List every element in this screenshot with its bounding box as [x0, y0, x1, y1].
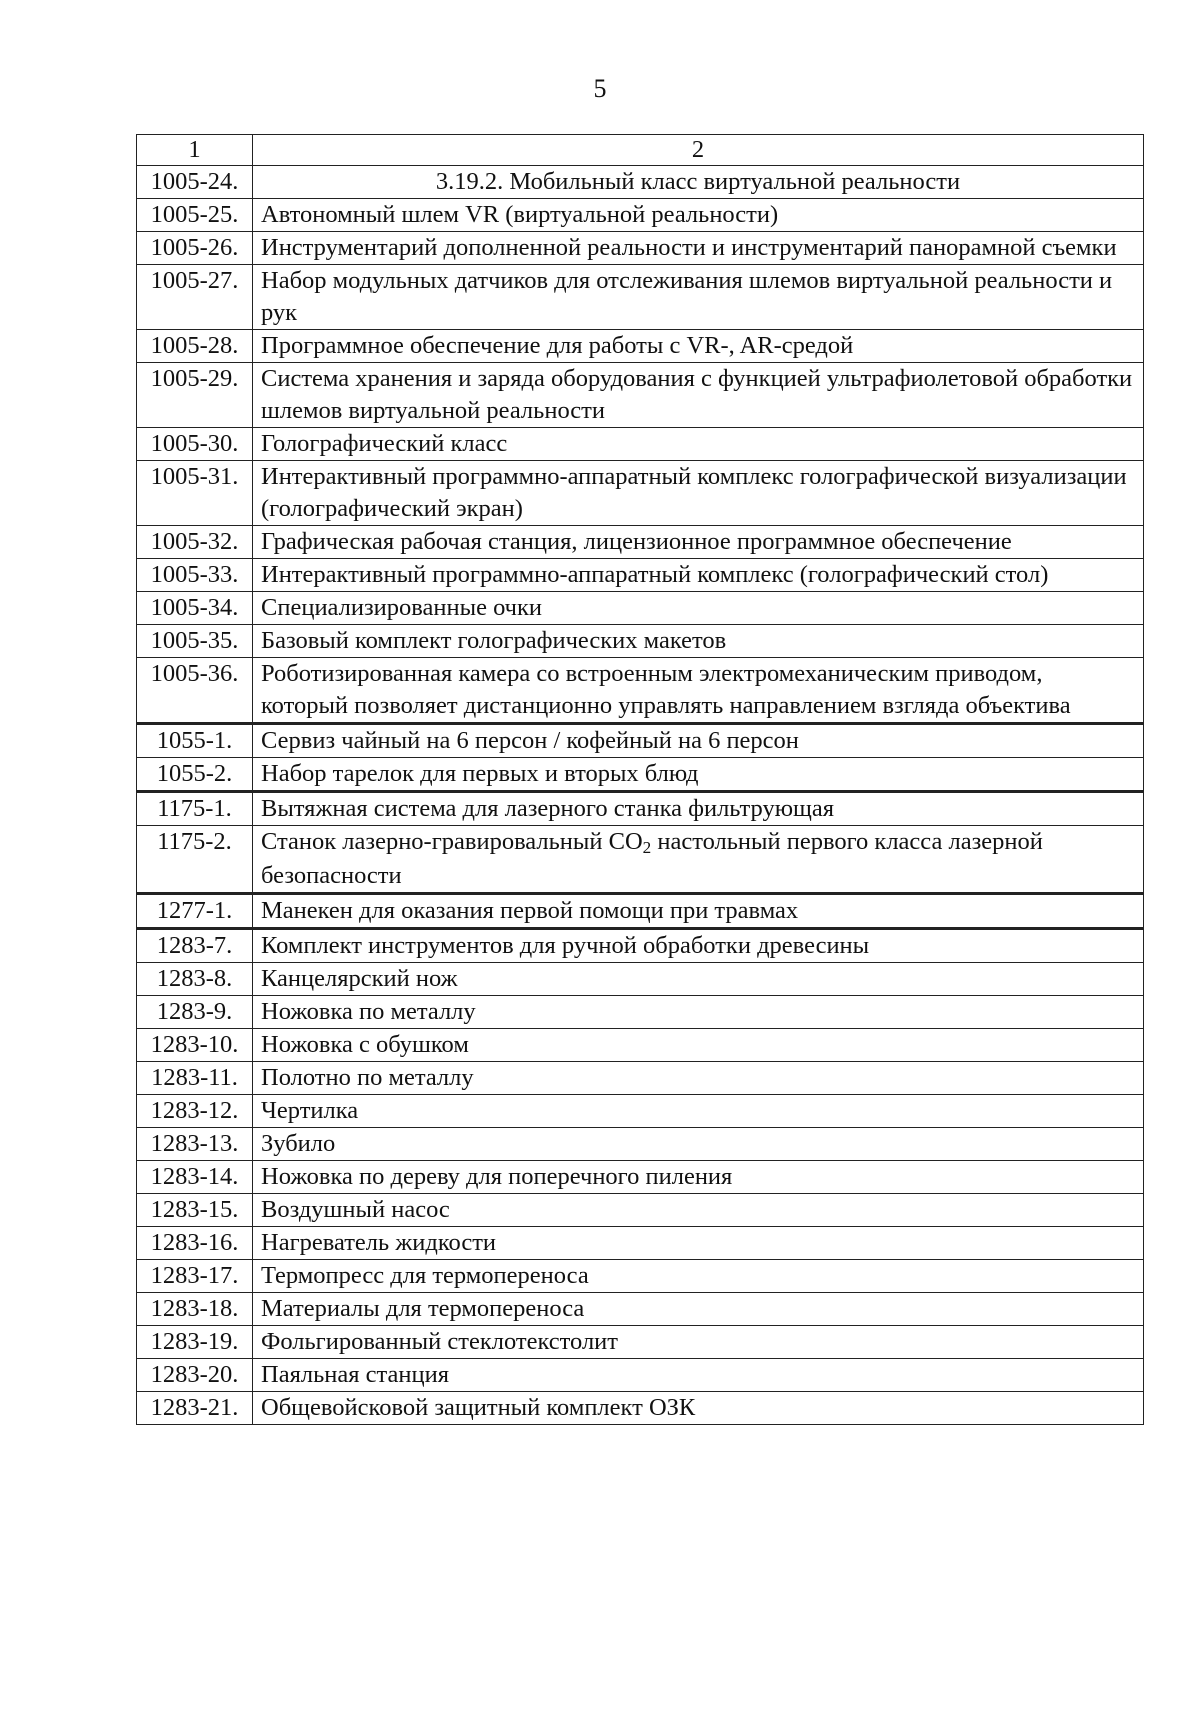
row-number: 1283-16. — [137, 1227, 253, 1260]
item-name: Инструментарий дополненной реальности и инструментарий панорамной съемки — [253, 232, 1144, 265]
item-name: Сервиз чайный на 6 персон / кофейный на 6 персон — [253, 724, 1144, 758]
table-row — [137, 929, 1144, 963]
row-number: 1005-32. — [137, 526, 253, 559]
table-row — [137, 724, 1144, 758]
table-row — [137, 1095, 1144, 1128]
section-title: 3.19.2. Мобильный класс виртуальной реальности — [253, 166, 1144, 199]
table-row — [137, 658, 1144, 724]
row-number: 1005-30. — [137, 428, 253, 461]
row-number: 1005-34. — [137, 592, 253, 625]
item-name: Интерактивный программно-аппаратный комплекс голографической визуализации (голографический экран) — [253, 461, 1144, 526]
item-name: Голографический класс — [253, 428, 1144, 461]
row-number: 1283-12. — [137, 1095, 253, 1128]
item-name: Комплект инструментов для ручной обработки древесины — [253, 929, 1144, 963]
row-number: 1175-2. — [137, 826, 253, 894]
item-name: Канцелярский нож — [253, 963, 1144, 996]
item-name: Полотно по металлу — [253, 1062, 1144, 1095]
row-number: 1283-13. — [137, 1128, 253, 1161]
row-number: 1283-8. — [137, 963, 253, 996]
item-name: Роботизированная камера со встроенным электромеханическим приводом, который позволяет дистанционно управлять направлением взгляда объектива — [253, 658, 1144, 724]
table-row — [137, 826, 1144, 894]
table-row — [137, 461, 1144, 526]
row-number: 1005-24. — [137, 166, 253, 199]
row-number: 1283-17. — [137, 1260, 253, 1293]
header-col-2: 2 — [253, 135, 1144, 166]
row-number: 1175-1. — [137, 792, 253, 826]
table-row — [137, 232, 1144, 265]
item-name: Чертилка — [253, 1095, 1144, 1128]
row-number: 1005-25. — [137, 199, 253, 232]
table-row — [137, 1194, 1144, 1227]
row-number: 1283-10. — [137, 1029, 253, 1062]
item-name — [253, 826, 1144, 894]
item-name: Ножовка по металлу — [253, 996, 1144, 1029]
row-number: 1005-35. — [137, 625, 253, 658]
row-number: 1277-1. — [137, 894, 253, 929]
item-name: Фольгированный стеклотекстолит — [253, 1326, 1144, 1359]
table-row — [137, 894, 1144, 929]
row-number: 1283-18. — [137, 1293, 253, 1326]
header-col-1: 1 — [137, 135, 253, 166]
item-name: Программное обеспечение для работы с VR-, AR-средой — [253, 330, 1144, 363]
table-row — [137, 1293, 1144, 1326]
row-number: 1055-1. — [137, 724, 253, 758]
row-number: 1283-11. — [137, 1062, 253, 1095]
item-name: Автономный шлем VR (виртуальной реальности) — [253, 199, 1144, 232]
item-name: Материалы для термопереноса — [253, 1293, 1144, 1326]
row-number: 1283-15. — [137, 1194, 253, 1227]
item-name: Ножовка по дереву для поперечного пиления — [253, 1161, 1144, 1194]
page-number: 5 — [593, 74, 607, 103]
table-row — [137, 963, 1144, 996]
table-row — [137, 330, 1144, 363]
table-row — [137, 1062, 1144, 1095]
row-number: 1005-36. — [137, 658, 253, 724]
row-number: 1005-29. — [137, 363, 253, 428]
table-row — [137, 625, 1144, 658]
row-number: 1005-27. — [137, 265, 253, 330]
item-name: Зубило — [253, 1128, 1144, 1161]
item-name: Термопресс для термопереноса — [253, 1260, 1144, 1293]
table-row — [137, 526, 1144, 559]
table-row — [137, 996, 1144, 1029]
table-row — [137, 363, 1144, 428]
table-body — [137, 135, 1144, 1425]
table-row — [137, 1359, 1144, 1392]
item-name-part: Станок лазерно-гравировальный CO — [261, 828, 643, 855]
item-name: Специализированные очки — [253, 592, 1144, 625]
table-row — [137, 1128, 1144, 1161]
table-row — [137, 166, 1144, 199]
item-name: Общевойсковой защитный комплект ОЗК — [253, 1392, 1144, 1425]
row-number: 1283-20. — [137, 1359, 253, 1392]
table-row — [137, 792, 1144, 826]
table-row — [137, 559, 1144, 592]
item-name-subscript: 2 — [642, 838, 652, 858]
row-number: 1055-2. — [137, 758, 253, 792]
row-number: 1283-19. — [137, 1326, 253, 1359]
row-number: 1005-31. — [137, 461, 253, 526]
row-number: 1283-7. — [137, 929, 253, 963]
item-name: Базовый комплект голографических макетов — [253, 625, 1144, 658]
table-row — [137, 1161, 1144, 1194]
row-number: 1283-9. — [137, 996, 253, 1029]
row-number: 1283-21. — [137, 1392, 253, 1425]
item-name-part: настольный первого класса лазерной безопасности — [261, 828, 1043, 889]
table-row — [137, 1260, 1144, 1293]
table-row — [137, 199, 1144, 232]
table-row — [137, 592, 1144, 625]
item-name: Набор модульных датчиков для отслеживания шлемов виртуальной реальности и рук — [253, 265, 1144, 330]
item-name: Воздушный насос — [253, 1194, 1144, 1227]
table-row — [137, 1227, 1144, 1260]
equipment-table — [136, 134, 1144, 1425]
item-name: Манекен для оказания первой помощи при травмах — [253, 894, 1144, 929]
item-name: Нагреватель жидкости — [253, 1227, 1144, 1260]
item-name: Интерактивный программно-аппаратный комплекс (голографический стол) — [253, 559, 1144, 592]
row-number: 1005-26. — [137, 232, 253, 265]
table-header-row — [137, 135, 1144, 166]
row-number: 1283-14. — [137, 1161, 253, 1194]
table-row — [137, 1326, 1144, 1359]
item-name: Вытяжная система для лазерного станка фильтрующая — [253, 792, 1144, 826]
row-number: 1005-28. — [137, 330, 253, 363]
item-name: Набор тарелок для первых и вторых блюд — [253, 758, 1144, 792]
item-name: Паяльная станция — [253, 1359, 1144, 1392]
table-row — [137, 1392, 1144, 1425]
table-row — [137, 1029, 1144, 1062]
row-number: 1005-33. — [137, 559, 253, 592]
table-row — [137, 428, 1144, 461]
item-name: Графическая рабочая станция, лицензионное программное обеспечение — [253, 526, 1144, 559]
item-name: Ножовка с обушком — [253, 1029, 1144, 1062]
item-name: Система хранения и заряда оборудования с функцией ультрафиолетовой обработки шлемов виртуальной реальности — [253, 363, 1144, 428]
table-row — [137, 758, 1144, 792]
table-row — [137, 265, 1144, 330]
